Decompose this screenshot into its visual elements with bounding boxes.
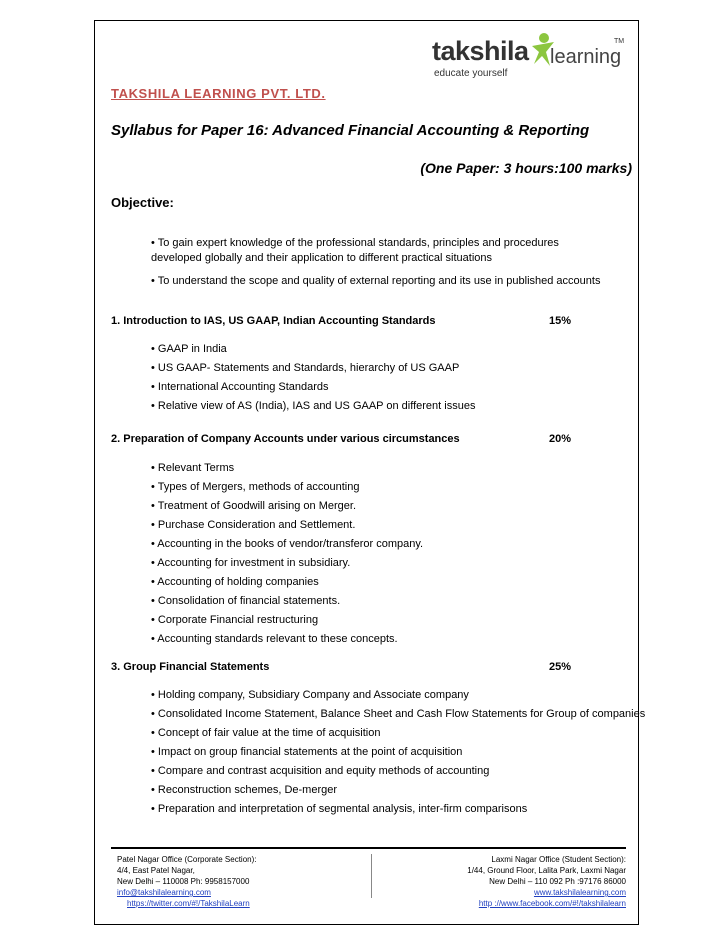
section-3-items: [151, 689, 645, 822]
list-item: • Relative view of AS (India), IAS and US GAAP on different issues: [151, 400, 476, 412]
list-item: • Preparation and interpretation of segmental analysis, inter-firm comparisons: [151, 803, 528, 815]
footer-line: Laxmi Nagar Office (Student Section):: [491, 855, 626, 864]
section-title: 3. Group Financial Statements: [111, 661, 270, 673]
list-item: • GAAP in India: [151, 343, 227, 355]
list-item: • Consolidation of financial statements.: [151, 595, 341, 607]
list-item: • Types of Mergers, methods of accounting: [151, 481, 360, 493]
twitter-link[interactable]: https://twitter.com/#!/TakshilaLearn: [127, 899, 250, 908]
footer-left-address: [117, 854, 256, 909]
section-title: 1. Introduction to IAS, US GAAP, Indian Accounting Standards: [111, 315, 436, 327]
list-item: • Reconstruction schemes, De-merger: [151, 784, 338, 796]
footer-line: 4/4, East Patel Nagar,: [117, 866, 195, 875]
footer-line: New Delhi – 110008 Ph: 9958157000: [117, 877, 250, 886]
list-item: • US GAAP- Statements and Standards, hierarchy of US GAAP: [151, 362, 460, 374]
paper-info: (One Paper: 3 hours:100 marks): [420, 160, 632, 176]
email-link[interactable]: info@takshilalearning.com: [117, 888, 211, 897]
objective-heading: Objective:: [111, 195, 174, 210]
logo-brand-word: takshila: [432, 36, 529, 66]
objective-list: [151, 236, 601, 297]
footer-divider: [371, 854, 372, 898]
footer-line: New Delhi – 110 092 Ph :97176 86000: [489, 877, 626, 886]
list-item: • Relevant Terms: [151, 462, 235, 474]
list-item: • Accounting in the books of vendor/transferor company.: [151, 538, 424, 550]
section-1-items: [151, 343, 475, 419]
list-item: • Concept of fair value at the time of acquisition: [151, 727, 381, 739]
list-item: • Compare and contrast acquisition and equity methods of accounting: [151, 765, 490, 777]
facebook-link[interactable]: http ://www.facebook.com/#!/takshilalearn: [478, 899, 626, 908]
list-item: • Accounting of holding companies: [151, 576, 319, 588]
list-item: • International Accounting Standards: [151, 381, 329, 393]
section-2-heading: [111, 433, 587, 445]
list-item: • Purchase Consideration and Settlement.: [151, 519, 356, 531]
section-1-heading: [111, 315, 587, 327]
list-item: • Impact on group financial statements at the point of acquisition: [151, 746, 463, 758]
footer-line: 1/44, Ground Floor, Lalita Park, Laxmi Nagar: [467, 866, 626, 875]
logo-tagline: educate yourself: [434, 68, 508, 79]
objective-item: • To understand the scope and quality of external reporting and its use in published accounts: [151, 275, 601, 287]
logo-trademark: TM: [614, 38, 625, 45]
footer-right-address: [467, 854, 626, 909]
section-2-items: [151, 462, 423, 652]
website-link[interactable]: www.takshilalearning.com: [533, 888, 626, 897]
section-weight: 20%: [548, 433, 571, 445]
company-name: TAKSHILA LEARNING PVT. LTD.: [111, 86, 326, 101]
objective-item: • To gain expert knowledge of the professional standards, principles and procedures developed globally and their application to different practical situations: [151, 237, 559, 264]
list-item: • Treatment of Goodwill arising on Merger.: [151, 500, 356, 512]
list-item: • Holding company, Subsidiary Company and Associate company: [151, 689, 469, 701]
section-title: 2. Preparation of Company Accounts under various circumstances: [111, 433, 460, 445]
page-title: Syllabus for Paper 16: Advanced Financial Accounting & Reporting: [111, 122, 590, 139]
list-item: • Consolidated Income Statement, Balance Sheet and Cash Flow Statements for Group of companies: [151, 708, 646, 720]
list-item: • Accounting standards relevant to these concepts.: [151, 633, 398, 645]
list-item: • Accounting for investment in subsidiary.: [151, 557, 351, 569]
section-weight: 25%: [548, 661, 571, 673]
page-footer: [111, 847, 626, 908]
section-3-heading: [111, 661, 587, 673]
list-item: • Corporate Financial restructuring: [151, 614, 319, 626]
logo-brand-word2: learning: [550, 46, 622, 68]
section-weight: 15%: [548, 315, 571, 327]
takshila-logo: [430, 32, 625, 82]
footer-line: Patel Nagar Office (Corporate Section):: [117, 855, 257, 864]
